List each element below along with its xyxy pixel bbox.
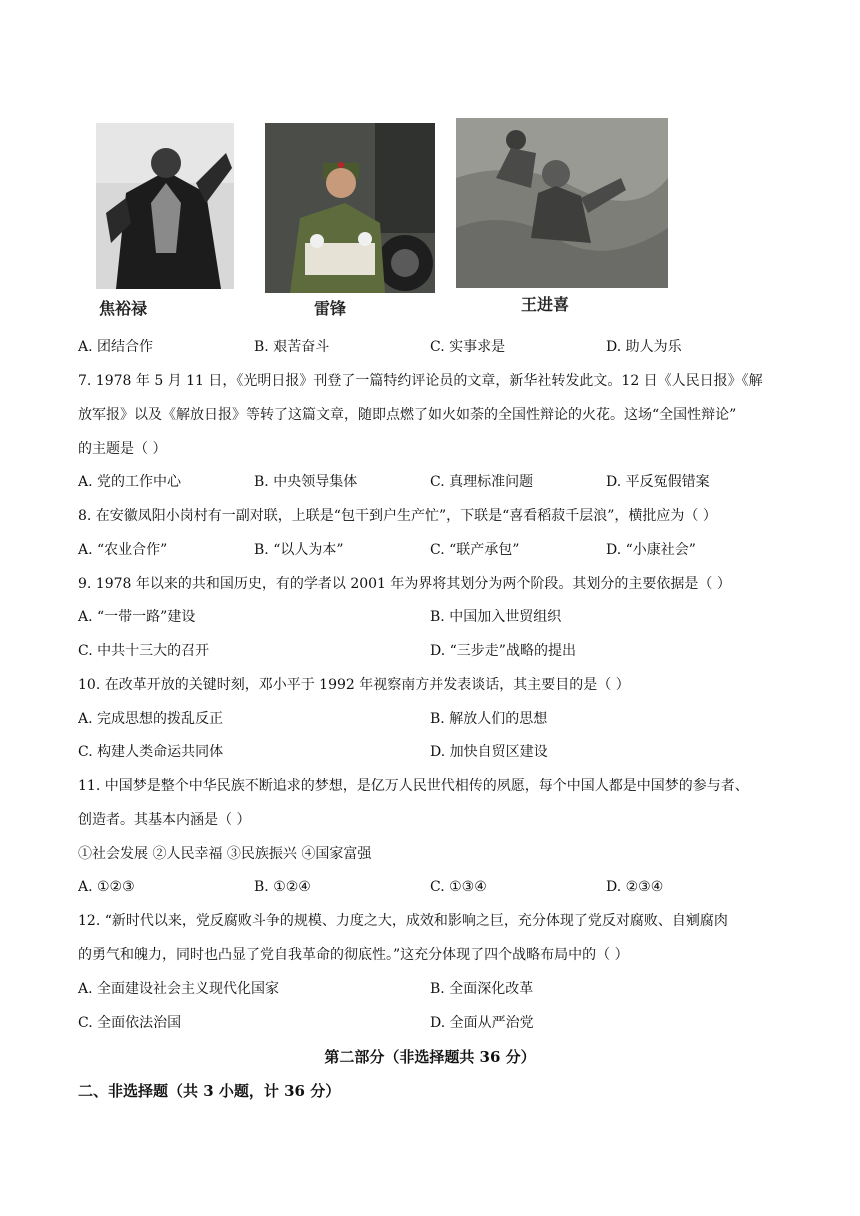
- q9-option-b: B. 中国加入世贸组织: [430, 609, 562, 625]
- q10-option-c: C. 构建人类命运共同体: [78, 744, 224, 760]
- q9-stem-line-1: 9. 1978 年以来的共和国历史，有的学者以 2001 年为界将其划分为两个阶段。其划分的主要依据是（ ）: [78, 576, 731, 592]
- section-heading: 二、非选择题（共 3 小题，计 36 分）: [78, 1082, 341, 1100]
- q11-option-b: B. ①②④: [254, 879, 311, 895]
- part2-title: 第二部分（非选择题共 36 分）: [324, 1048, 536, 1066]
- q10-option-d: D. 加快自贸区建设: [430, 744, 548, 760]
- q10-option-a: A. 完成思想的拨乱反正: [78, 711, 224, 727]
- photo-caption-jiao-yulu: 焦裕禄: [99, 299, 148, 318]
- portrait-graphic: [96, 123, 234, 289]
- q11-stem-line-2: 创造者。其基本内涵是（ ）: [78, 812, 251, 828]
- q9-option-c: C. 中共十三大的召开: [78, 643, 210, 659]
- q7-option-d: D. 平反冤假错案: [606, 474, 710, 490]
- q8-option-d: D. “小康社会”: [606, 542, 696, 558]
- q8-stem-line-1: 8. 在安徽凤阳小岗村有一副对联，上联是“包干到户生产忙”，下联是“喜看稻菽千层浪”，横批应为（ ）: [78, 508, 717, 524]
- portrait-graphic: [265, 123, 435, 293]
- photo-caption-lei-feng: 雷锋: [314, 299, 347, 318]
- q6-option-b: B. 艰苦奋斗: [254, 339, 330, 355]
- q6-option-d: D. 助人为乐: [606, 339, 682, 355]
- q7-stem-line-3: 的主题是（ ）: [78, 441, 167, 457]
- q10-option-b: B. 解放人们的思想: [430, 711, 548, 727]
- q8-option-a: A. “农业合作”: [78, 542, 168, 558]
- q11-option-d: D. ②③④: [606, 879, 664, 895]
- q7-option-c: C. 真理标准问题: [430, 474, 534, 490]
- q12-stem-line-1: 12. “新时代以来，党反腐败斗争的规模、力度之大，成效和影响之巨，充分体现了党反对腐败、自剜腐肉: [78, 913, 728, 929]
- q11-option-c: C. ①③④: [430, 879, 487, 895]
- q9-option-a: A. “一带一路”建设: [78, 609, 196, 625]
- q6-option-a: A. 团结合作: [78, 339, 154, 355]
- q10-stem-line-1: 10. 在改革开放的关键时刻，邓小平于 1992 年视察南方并发表谈话，其主要目的是（ ）: [78, 677, 630, 693]
- q7-option-a: A. 党的工作中心: [78, 474, 182, 490]
- q6-option-c: C. 实事求是: [430, 339, 506, 355]
- q12-option-d: D. 全面从严治党: [430, 1015, 534, 1031]
- q8-option-c: C. “联产承包”: [430, 542, 520, 558]
- q12-stem-line-2: 的勇气和魄力，同时也凸显了党自我革命的彻底性。”这充分体现了四个战略布局中的（ ）: [78, 947, 629, 963]
- q11-stem-line-1: 11. 中国梦是整个中华民族不断追求的梦想，是亿万人民世代相传的夙愿，每个中国人都是中国梦的参与者、: [78, 778, 749, 794]
- portrait-graphic: [456, 118, 668, 288]
- q11-option-a: A. ①②③: [78, 879, 135, 895]
- q12-option-c: C. 全面依法治国: [78, 1015, 182, 1031]
- photo-lei-feng: [265, 123, 435, 293]
- q7-option-b: B. 中央领导集体: [254, 474, 358, 490]
- q12-option-a: A. 全面建设社会主义现代化国家: [78, 981, 280, 997]
- q12-option-b: B. 全面深化改革: [430, 981, 534, 997]
- q9-option-d: D. “三步走”战略的提出: [430, 643, 576, 659]
- photo-caption-wang-jinxi: 王进喜: [521, 295, 570, 314]
- q8-option-b: B. “以人为本”: [254, 542, 344, 558]
- q7-stem-line-2: 放军报》以及《解放日报》等转了这篇文章，随即点燃了如火如荼的全国性辩论的火花。这场“全国性辩论”: [78, 407, 737, 423]
- q7-stem-line-1: 7. 1978 年 5 月 11 日，《光明日报》刊登了一篇特约评论员的文章，新华社转发此文。12 日《人民日报》《解: [78, 373, 763, 389]
- photo-wang-jinxi: [456, 118, 668, 288]
- photo-jiao-yulu: [96, 123, 234, 289]
- q11-stem-items: ①社会发展 ②人民幸福 ③民族振兴 ④国家富强: [78, 846, 372, 862]
